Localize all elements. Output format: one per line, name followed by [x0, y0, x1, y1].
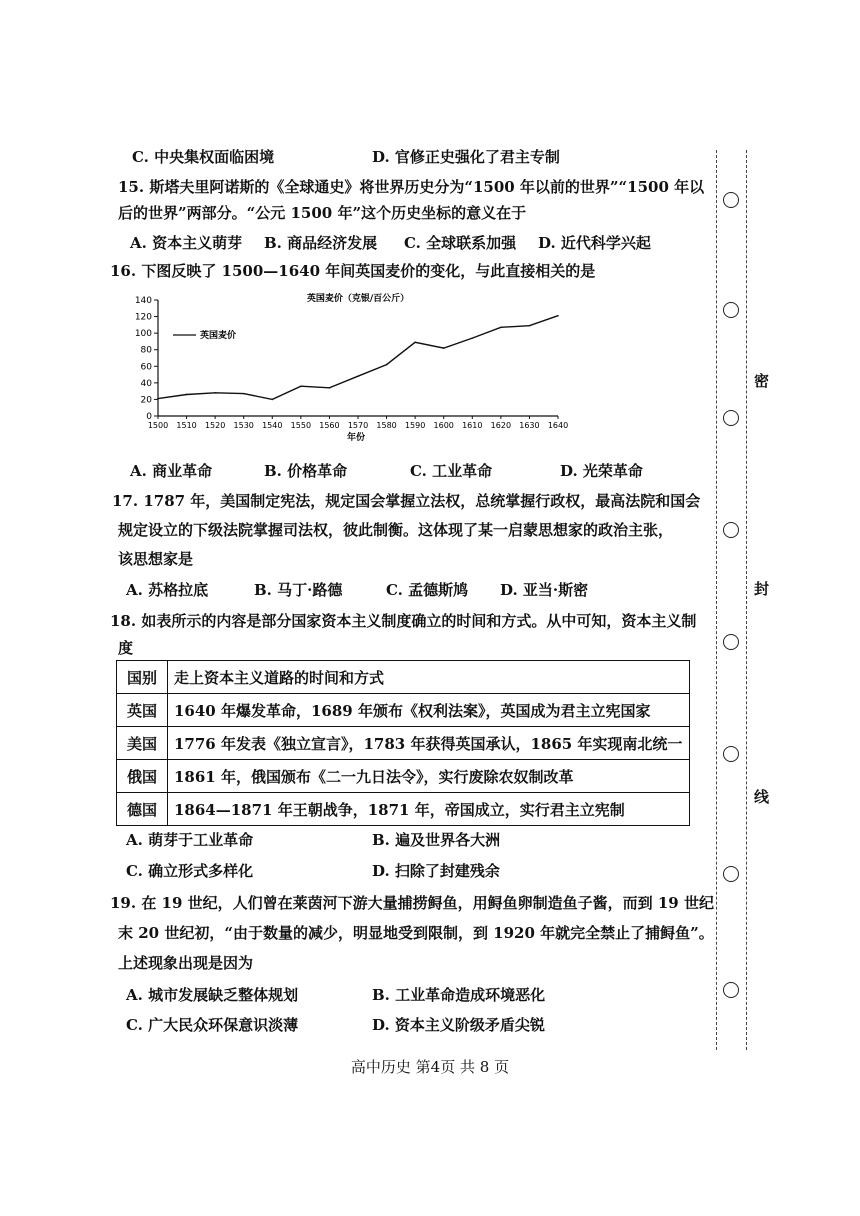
x-tick-label: 1510	[176, 421, 197, 430]
punch-hole-icon	[723, 192, 739, 208]
data-point	[414, 341, 416, 343]
q19-stem-line3: 上述现象出现是因为	[118, 954, 254, 972]
y-tick-label: 60	[140, 362, 152, 373]
x-tick-label: 1560	[319, 421, 340, 430]
binding-dashed-line	[716, 150, 717, 1050]
q19-stem-line1: 19. 在 19 世纪，人们曾在莱茵河下游大量捕捞鲟鱼，用鲟鱼卵制造鱼子酱，而到 19 世纪	[110, 894, 714, 912]
table-header-row	[117, 661, 690, 694]
data-point	[300, 385, 302, 387]
punch-hole-icon	[723, 866, 739, 882]
q17-option-b: B. 马丁·路德	[254, 581, 343, 599]
q17-option-d: D. 亚当·斯密	[500, 581, 589, 599]
x-tick-label: 1620	[490, 421, 512, 430]
q14-option-d: D. 官修正史强化了君主专制	[372, 148, 560, 166]
punch-hole-icon	[723, 746, 739, 762]
q19-option-b: B. 工业革命造成环境恶化	[372, 986, 546, 1004]
data-point	[186, 394, 188, 396]
y-tick-label: 100	[134, 329, 152, 340]
table-cell: 英国	[117, 694, 168, 727]
q16-option-b: B. 价格革命	[264, 462, 348, 480]
q15-option-d: D. 近代科学兴起	[538, 234, 651, 252]
q18-option-c: C. 确立形式多样化	[126, 862, 254, 880]
table-cell: 1640 年爆发革命，1689 年颁布《权利法案》，英国成为君主立宪国家	[168, 694, 690, 727]
table-cell: 1776 年发表《独立宣言》，1783 年获得英国承认，1865 年实现南北统一	[168, 727, 690, 760]
q17-option-c: C. 孟德斯鸠	[386, 581, 469, 599]
chart-axes	[158, 300, 558, 416]
q17-stem-line2: 规定设立的下级法院掌握司法权，彼此制衡。这体现了某一启蒙思想家的政治主张，	[118, 521, 674, 539]
q18-option-d: D. 扫除了封建残余	[372, 862, 500, 880]
x-tick-label: 1550	[290, 421, 312, 430]
punch-hole-icon	[723, 982, 739, 998]
q14-option-c: C. 中央集权面临困境	[132, 148, 275, 166]
punch-hole-icon	[723, 634, 739, 650]
table-row	[117, 727, 690, 760]
data-point	[271, 399, 273, 401]
q19-option-c: C. 广大民众环保意识淡薄	[126, 1016, 299, 1034]
q15-stem-line1: 15. 斯塔夫里阿诺斯的《全球通史》将世界历史分为“1500 年以前的世界”“1500 年以	[118, 178, 705, 196]
q19-option-d: D. 资本主义阶级矛盾尖锐	[372, 1016, 545, 1034]
x-tick-label: 1630	[519, 421, 540, 430]
data-point	[386, 364, 388, 366]
q19-option-a: A. 城市发展缺乏整体规划	[126, 986, 299, 1004]
x-tick-label: 1610	[462, 421, 483, 430]
q17-stem-line1: 17. 1787 年，美国制定宪法，规定国会掌握立法权，总统掌握行政权，最高法院和国会	[112, 492, 701, 510]
x-tick-label: 1580	[376, 421, 397, 430]
q18-stem-line1: 18. 如表所示的内容是部分国家资本主义制度确立的时间和方式。从中可知，资本主义制	[110, 612, 697, 630]
y-tick-label: 0	[146, 412, 152, 422]
punch-hole-icon	[723, 302, 739, 318]
q18-option-a: A. 萌芽于工业革命	[126, 831, 254, 849]
table-cell: 俄国	[117, 760, 168, 793]
y-tick-label: 120	[134, 312, 152, 323]
data-point	[500, 327, 502, 329]
x-tick-label: 1600	[433, 421, 454, 430]
data-point	[357, 375, 359, 377]
q16-stem: 16. 下图反映了 1500—1640 年间英国麦价的变化，与此直接相关的是	[110, 262, 596, 280]
q15-option-b: B. 商品经济发展	[264, 234, 378, 252]
q19-stem-line2: 末 20 世纪初，“由于数量的减少，明显地受到限制，到 1920 年就完全禁止了捕鲟鱼”。	[118, 924, 714, 942]
q18-stem-line2: 度	[118, 639, 134, 657]
chart-title: 英国麦价（克银/百公斤）	[306, 294, 410, 304]
table-row	[117, 793, 690, 826]
x-tick-label: 1590	[404, 421, 426, 430]
binding-margin	[716, 150, 796, 1050]
table-header-cell: 国别	[117, 661, 168, 694]
binding-char-mi: 密	[754, 372, 770, 390]
q18-option-b: B. 遍及世界各大洲	[372, 831, 501, 849]
binding-dashed-line	[746, 150, 747, 1050]
data-point	[443, 347, 445, 349]
chart-x-ticks	[148, 416, 568, 430]
x-tick-label: 1530	[233, 421, 254, 430]
q17-stem-line3: 该思想家是	[118, 550, 194, 568]
punch-hole-icon	[723, 410, 739, 426]
series-line	[158, 316, 558, 400]
x-tick-label: 1520	[204, 421, 226, 430]
q18-table	[116, 660, 690, 826]
binding-char-feng: 封	[754, 580, 770, 598]
chart-x-label: 年份	[346, 433, 366, 443]
x-tick-label: 1570	[347, 421, 369, 430]
table-row	[117, 760, 690, 793]
q15-stem-line2: 后的世界”两部分。“公元 1500 年”这个历史坐标的意义在于	[118, 204, 527, 222]
binding-char-xian: 线	[754, 788, 770, 806]
x-tick-label: 1540	[262, 421, 283, 430]
data-point	[157, 398, 159, 400]
table-header-cell: 走上资本主义道路的时间和方式	[168, 661, 690, 694]
data-point	[243, 393, 245, 395]
table-cell: 1861 年，俄国颁布《二一九日法令》，实行废除农奴制改革	[168, 760, 690, 793]
y-tick-label: 20	[140, 395, 152, 406]
q17-option-a: A. 苏格拉底	[126, 581, 209, 599]
x-tick-label: 1500	[147, 421, 169, 430]
data-point	[529, 325, 531, 327]
table-cell: 1864—1871 年王朝战争，1871 年，帝国成立，实行君主立宪制	[168, 793, 690, 826]
wheat-price-chart	[118, 286, 578, 446]
table-row	[117, 694, 690, 727]
punch-hole-icon	[723, 522, 739, 538]
q16-option-a: A. 商业革命	[130, 462, 213, 480]
data-point	[557, 315, 559, 317]
table-cell: 美国	[117, 727, 168, 760]
q16-option-c: C. 工业革命	[410, 462, 493, 480]
legend-label: 英国麦价	[200, 331, 237, 341]
data-point	[329, 387, 331, 389]
y-tick-label: 40	[140, 378, 152, 389]
data-point	[471, 337, 473, 339]
y-tick-label: 80	[140, 345, 152, 356]
q15-option-a: A. 资本主义萌芽	[130, 234, 243, 252]
data-point	[214, 392, 216, 394]
q16-option-d: D. 光荣革命	[560, 462, 643, 480]
q15-option-c: C. 全球联系加强	[404, 234, 517, 252]
x-tick-label: 1640	[547, 421, 569, 430]
table-cell: 德国	[117, 793, 168, 826]
y-tick-label: 140	[134, 296, 152, 306]
chart-y-ticks	[135, 296, 158, 422]
page-footer: 高中历史 第4页 共 8 页	[350, 1058, 510, 1076]
